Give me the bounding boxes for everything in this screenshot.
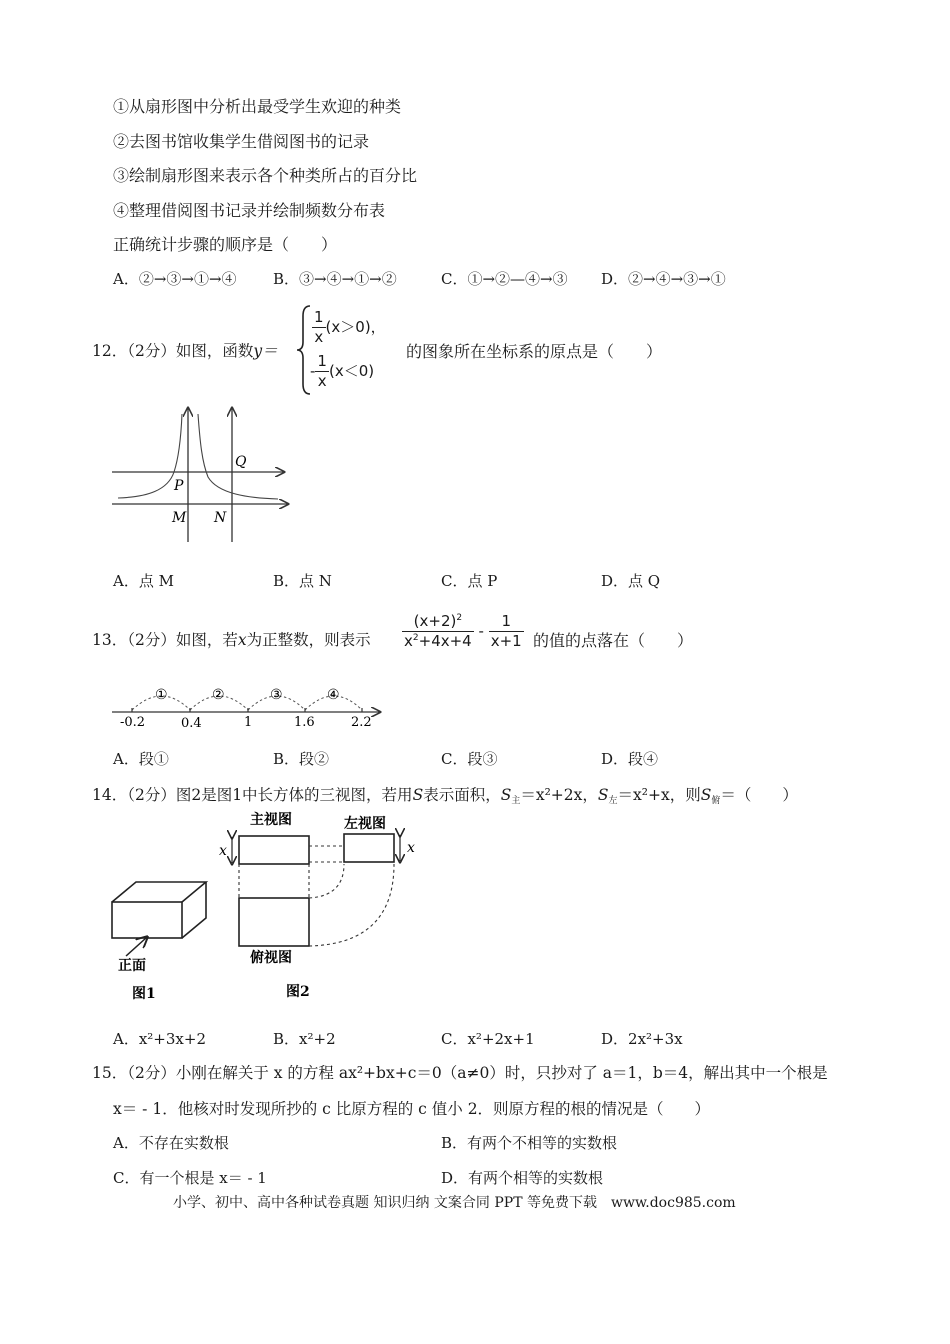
- q13-tick-5: 2.2: [351, 715, 372, 730]
- q13-expression: [402, 612, 524, 651]
- q14-label-front-view: 主视图: [250, 812, 292, 828]
- q13-frac2-den: x+1: [490, 631, 522, 650]
- q13-frac1-den: $x^2+4x+4$: [404, 631, 472, 650]
- q12-piece-2-cond: (x＜0): [328, 361, 375, 380]
- q14-label-fig1: 图1: [132, 986, 156, 1002]
- q11-step-3: ③绘制扇形图来表示各个种类所占的百分比: [113, 166, 418, 185]
- q12-y-eq: y＝: [253, 342, 278, 360]
- q13-mid: 为正整数，则表示: [246, 631, 371, 649]
- q12-label-n: N: [214, 510, 227, 526]
- q13-segment-1: ①: [155, 687, 168, 703]
- q11-option-c: C．①→②—④→③: [441, 270, 568, 288]
- q13-tick-4: 1.6: [294, 715, 315, 730]
- q14-sub-top: 俯: [711, 796, 721, 806]
- q14-top-view-rect: [239, 898, 309, 946]
- q14-stem: 14．（2分）图2是图1中长方体的三视图，若用S表示面积，$S_主=x^2+2x$，$S_左=x^2+x$，则$S_俯=$（ ）: [92, 786, 798, 806]
- q13-option-a: A．段①: [113, 750, 169, 768]
- q12-piece-1-num: 1: [314, 308, 324, 326]
- q11-option-d: D．②→④→③→①: [601, 270, 726, 288]
- q15-option-d: D．有两个相等的实数根: [441, 1169, 604, 1187]
- q14-label-fig2: 图2: [286, 984, 310, 1000]
- q12-number: 12．（2分）如图，函数: [92, 342, 254, 360]
- q14-label-left-view: 左视图: [344, 816, 386, 832]
- q11-step-1: ①从扇形图中分析出最受学生欢迎的种类: [113, 97, 402, 116]
- q11-step-4: ④整理借阅图书记录并绘制频数分布表: [113, 201, 386, 220]
- q15-option-c: C．有一个根是 x＝ - 1: [113, 1169, 267, 1187]
- page-footer: 小学、初中、高中各种试卷真题 知识归纳 文案合同 PPT 等免费下载 www.doc985.com: [173, 1195, 736, 1211]
- q15-option-b: B．有两个不相等的实数根: [441, 1134, 618, 1152]
- q13-frac1-num: $(x+2)^2$: [402, 612, 474, 632]
- q14-projection-lines: [239, 846, 394, 946]
- q12-piece-1: [312, 308, 386, 347]
- q13-tail: 的值的点落在（ ）: [533, 631, 694, 650]
- q13-number-line: [108, 680, 390, 732]
- q14-option-c: C．x²+2x+1: [441, 1030, 535, 1048]
- q12-stem: [92, 339, 278, 361]
- q13-segment-3: ③: [270, 687, 283, 703]
- q12-piece-2-num: 1: [317, 352, 327, 370]
- q15-option-a: A．不存在实数根: [113, 1134, 229, 1152]
- q14-number: 14．（2分）图2是图1中长方体的三视图，若用: [92, 786, 413, 804]
- q13-x: x: [237, 631, 247, 649]
- q13-tick-3: 1: [244, 715, 253, 730]
- q14-cuboid: [112, 882, 206, 938]
- q13-number: 13．（2分）如图，若: [92, 631, 238, 649]
- q11-option-b: B．③→④→①→②: [273, 270, 397, 288]
- q12-label-p: P: [174, 478, 184, 494]
- q12-graph: [108, 402, 293, 547]
- q13-segment-4: ④: [327, 687, 340, 703]
- q13-tick-1: -0.2: [120, 715, 146, 730]
- q13-tick-2: 0.4: [181, 716, 202, 731]
- q14-sub-left: 左: [608, 796, 618, 806]
- q12-option-b: B．点 N: [273, 572, 332, 590]
- q15-line-2: x＝ - 1．他核对时发现所抄的 c 比原方程的 c 值小 2．则原方程的根的情况是（ ）: [113, 1100, 711, 1118]
- q12-option-a: A．点 M: [113, 572, 174, 590]
- q14-option-d: D．2x²+3x: [601, 1030, 683, 1048]
- q14-option-a: A．x²+3x+2: [113, 1030, 206, 1048]
- q14-front-arrow: [126, 938, 146, 956]
- q12-curve-left: [118, 414, 182, 498]
- q13-frac2-num: 1: [489, 612, 524, 632]
- q14-label-front-face: 正面: [118, 958, 146, 974]
- q12-piece-2-den: x: [317, 371, 327, 390]
- q12-label-q: Q: [235, 454, 247, 470]
- q14-option-b: B．x²+2: [273, 1030, 336, 1048]
- q11-step-2: ②去图书馆收集学生借阅图书的记录: [113, 132, 370, 151]
- q15-line-1: 15．（2分）小刚在解关于 x 的方程 ax²+bx+c＝0（a≠0）时，只抄对了 a＝1，b＝4，解出其中一个根是: [92, 1064, 828, 1082]
- q13-option-c: C．段③: [441, 750, 498, 768]
- q12-option-d: D．点 Q: [601, 572, 661, 590]
- q12-label-m: M: [172, 510, 187, 526]
- q14-front-view-rect: [239, 836, 309, 864]
- q14-left-view-rect: [344, 834, 394, 862]
- q12-piece-1-cond: (x＞0)，: [325, 317, 386, 336]
- q12-piece-2-sign: -: [310, 361, 316, 380]
- q11-question: 正确统计步骤的顺序是（ ）: [113, 235, 338, 254]
- q14-figure: [108, 808, 420, 1004]
- q12-piece-1-den: x: [314, 327, 324, 346]
- q14-label-top-view: 俯视图: [250, 950, 292, 966]
- q13-option-b: B．段②: [273, 750, 330, 768]
- q13-option-d: D．段④: [601, 750, 659, 768]
- q12-piece-2: [310, 352, 374, 391]
- q14-label-x-left: x: [219, 843, 227, 859]
- q12-tail: 的图象所在坐标系的原点是（ ）: [406, 342, 663, 361]
- q12-option-c: C．点 P: [441, 572, 498, 590]
- q13-minus: -: [478, 621, 484, 640]
- q14-label-x-right: x: [407, 840, 415, 856]
- q13-stem: [92, 628, 371, 650]
- q13-segment-2: ②: [212, 687, 225, 703]
- q11-option-a: A．②→③→①→④: [113, 270, 237, 288]
- q14-sub-main: 主: [511, 796, 521, 806]
